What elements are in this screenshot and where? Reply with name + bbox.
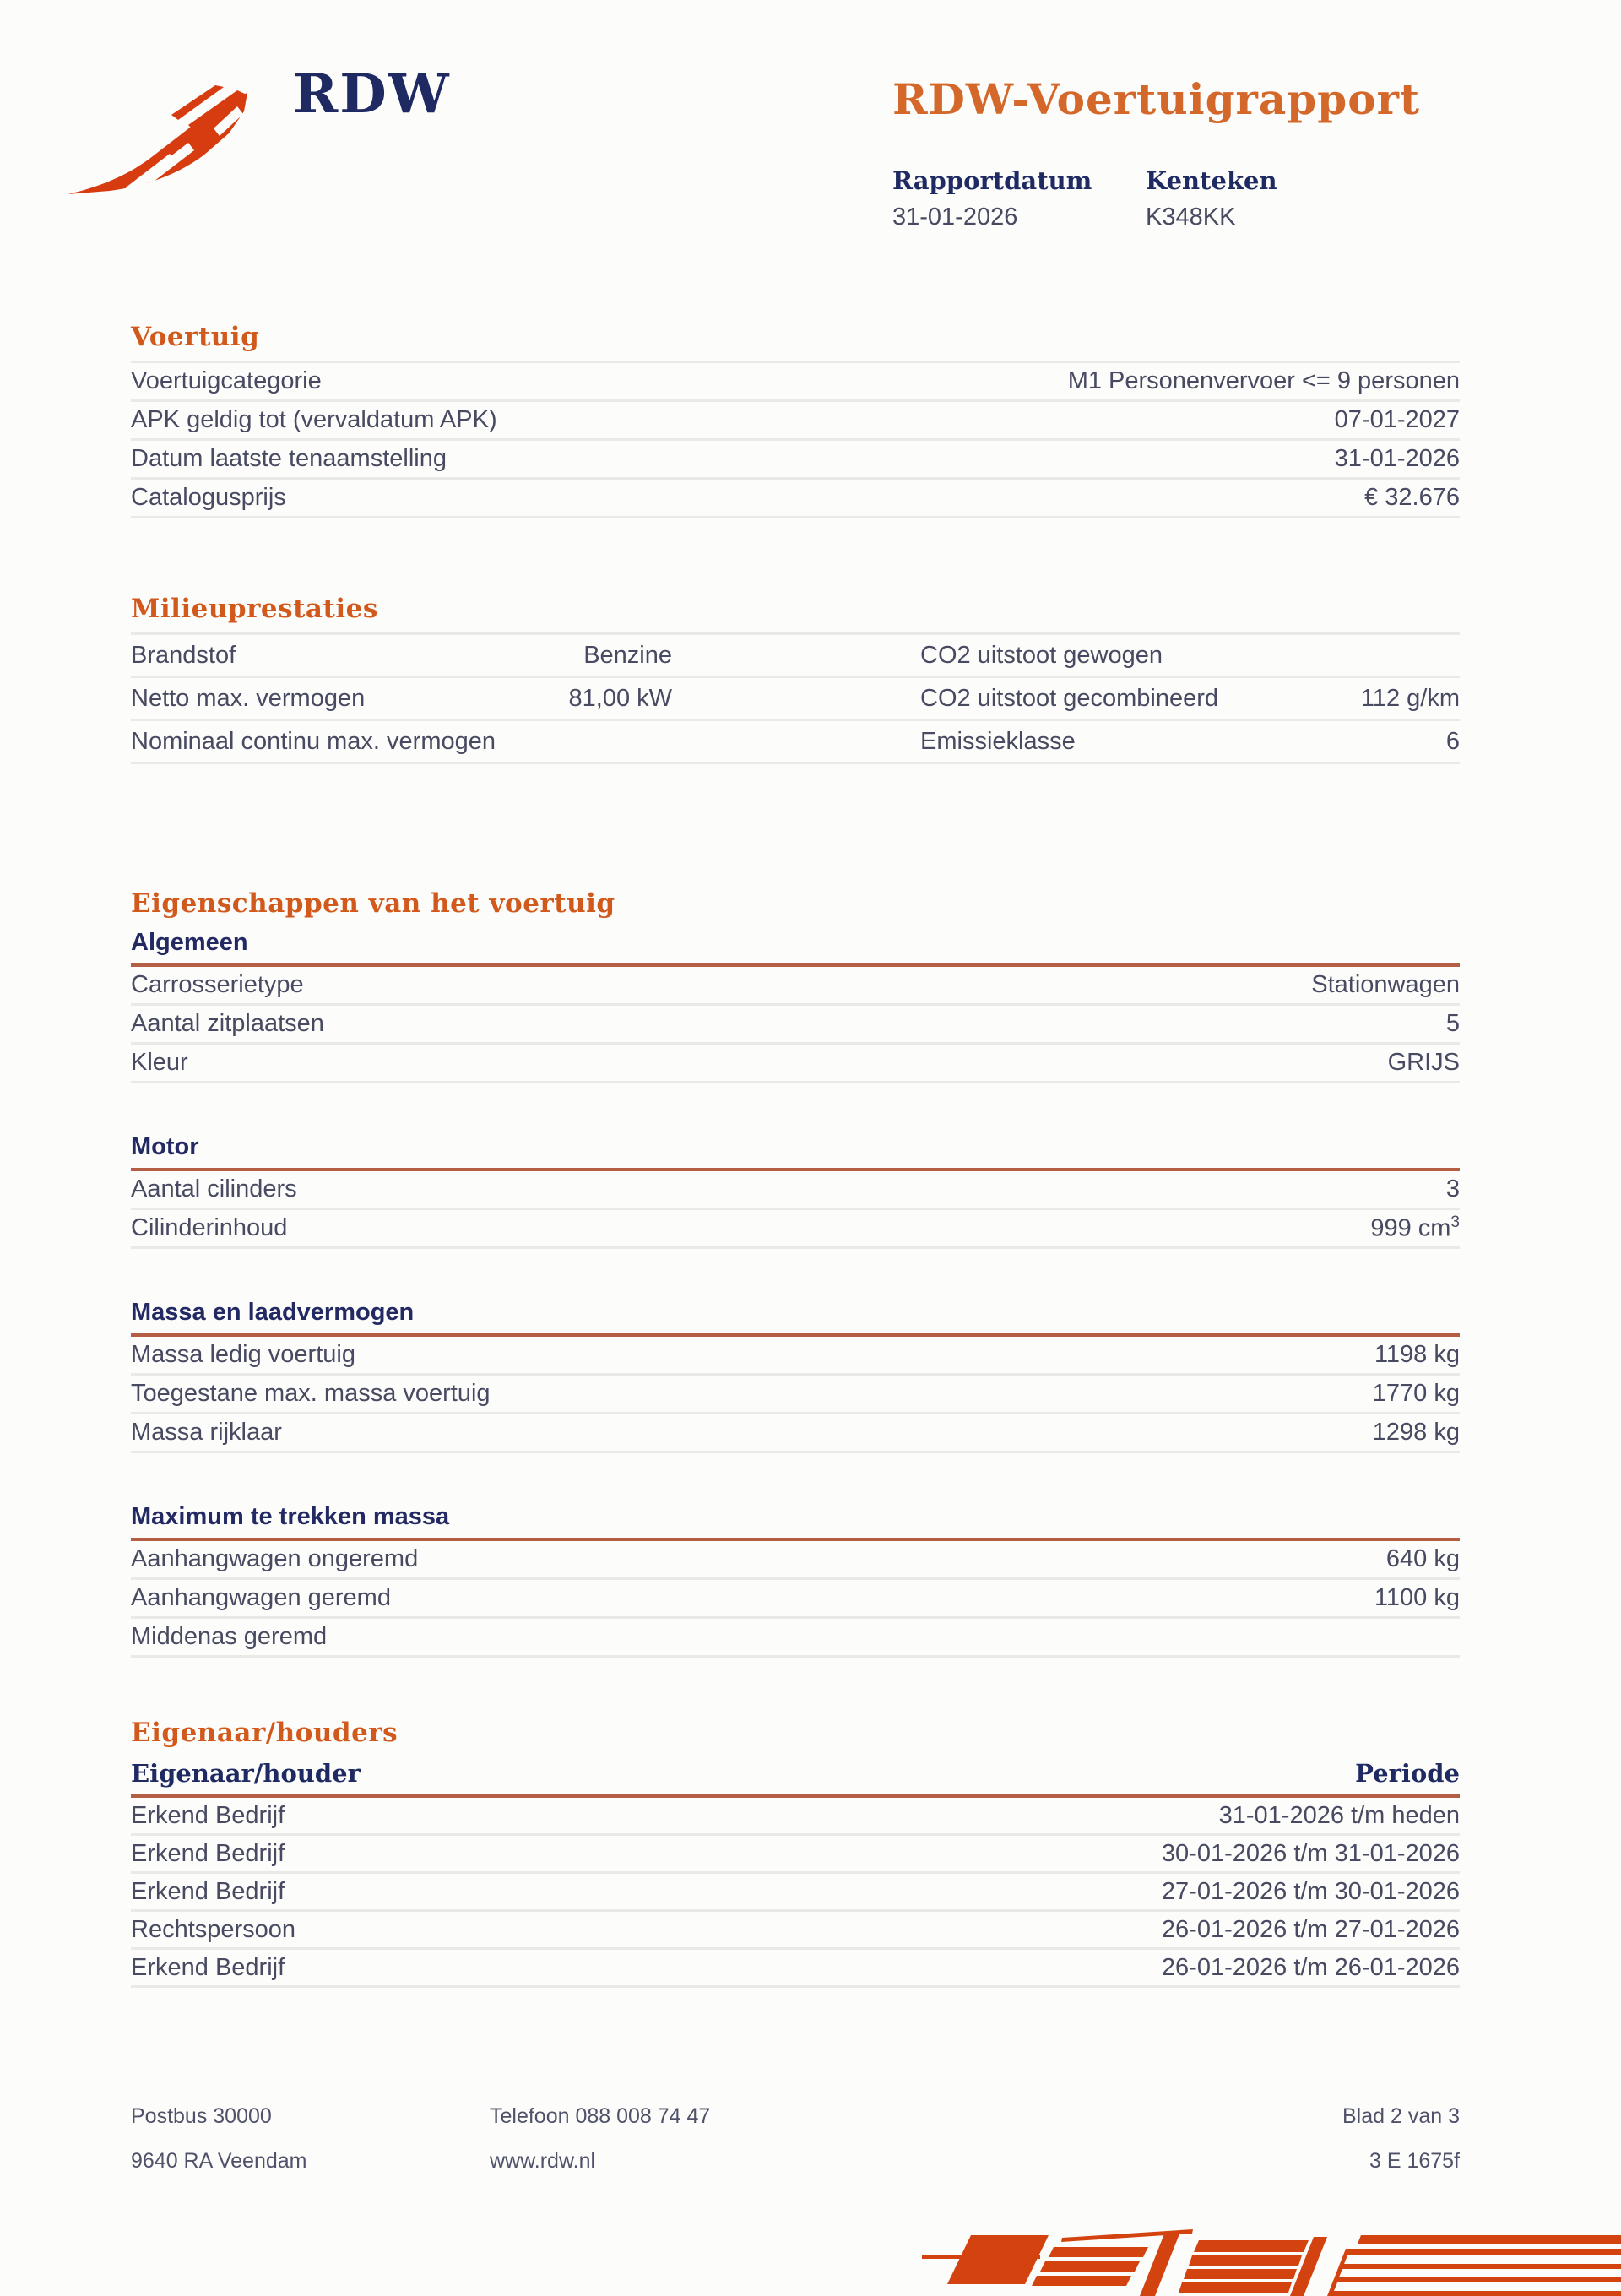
row-value: 5	[1445, 1010, 1460, 1037]
column-header-owner: Eigenaar/houder	[131, 1759, 361, 1788]
row-label: Middenas geremd	[131, 1623, 328, 1650]
owner-period: 27-01-2026 t/m 30-01-2026	[1161, 1877, 1460, 1905]
row-label: Datum laatste tenaamstelling	[131, 445, 447, 472]
row-label: Aanhangwagen geremd	[131, 1584, 391, 1611]
row-value: 81,00 kW	[568, 684, 672, 712]
row-value: 1100 kg	[1374, 1584, 1460, 1611]
row-value: 6	[1445, 727, 1460, 755]
owner-name: Rechtspersoon	[131, 1915, 296, 1943]
row-label: Netto max. vermogen	[131, 684, 366, 712]
table-row	[131, 1210, 1460, 1249]
row-label: Brandstof	[131, 641, 236, 669]
section-title: Eigenschappen van het voertuig	[131, 888, 615, 919]
subsection-algemeen	[131, 928, 1460, 1083]
row-value: 1198 kg	[1374, 1341, 1460, 1368]
row-label: Voertuigcategorie	[131, 367, 322, 394]
footer-phone: Telefoon 088 008 74 47	[490, 2104, 711, 2128]
table-row	[131, 635, 1460, 678]
owner-period: 30-01-2026 t/m 31-01-2026	[1161, 1839, 1460, 1867]
footer-form-code: 3 E 1675f	[1369, 2149, 1460, 2173]
subsection-title: Maximum te trekken massa	[131, 1503, 450, 1530]
row-label: Aantal zitplaatsen	[131, 1010, 324, 1037]
row-value: M1 Personenvervoer <= 9 personen	[1067, 367, 1460, 394]
row-label: CO2 uitstoot gewogen	[920, 641, 1163, 669]
row-label: Aanhangwagen ongeremd	[131, 1545, 419, 1572]
section-eigenaar-houders	[131, 1717, 1460, 1988]
table-row	[131, 1619, 1460, 1658]
footer-page-indicator: Blad 2 van 3	[1342, 2104, 1460, 2128]
report-date-value: 31-01-2026	[892, 204, 1018, 231]
rdw-stripes-art-icon	[922, 2223, 1621, 2296]
report-content	[131, 0, 1460, 1988]
footer-address	[131, 2104, 490, 2174]
row-value	[1370, 1213, 1460, 1243]
table-row	[131, 1798, 1460, 1836]
footer-page-info	[1342, 2104, 1460, 2174]
left-cell	[131, 728, 672, 756]
subsection-massa	[131, 1298, 1460, 1453]
row-label: Massa rijklaar	[131, 1419, 282, 1446]
row-label: Kleur	[131, 1049, 188, 1076]
section-title: Milieuprestaties	[131, 594, 378, 624]
table-row	[131, 1171, 1460, 1210]
table-row	[131, 1006, 1460, 1045]
row-label: Carrosserietype	[131, 971, 304, 998]
right-cell	[920, 642, 1460, 670]
footer-contact	[490, 2104, 1342, 2174]
table-row	[131, 1541, 1460, 1580]
table-row	[131, 967, 1460, 1006]
table-row	[131, 721, 1460, 764]
owner-period: 26-01-2026 t/m 26-01-2026	[1161, 1953, 1460, 1981]
license-plate-label: Kenteken	[1146, 166, 1277, 195]
row-label: Toegestane max. massa voertuig	[131, 1380, 491, 1407]
page-footer	[131, 2104, 1460, 2174]
license-plate-value: K348KK	[1146, 204, 1236, 231]
left-cell	[131, 685, 672, 713]
section-title: Voertuig	[131, 322, 260, 352]
row-value: 1770 kg	[1372, 1380, 1460, 1407]
row-value: 31-01-2026	[1334, 445, 1460, 472]
row-value: 1298 kg	[1372, 1419, 1460, 1446]
table-row	[131, 678, 1460, 721]
owner-name: Erkend Bedrijf	[131, 1801, 285, 1829]
row-value: 112 g/km	[1360, 684, 1460, 712]
table-row	[131, 1376, 1460, 1414]
subsection-title: Massa en laadvermogen	[131, 1299, 415, 1326]
table-row	[131, 1912, 1460, 1950]
row-value: 07-01-2027	[1334, 406, 1460, 433]
table-row	[131, 402, 1460, 441]
section-voertuig	[131, 321, 1460, 518]
row-value: 3	[1445, 1175, 1460, 1202]
row-value-text: 999 cm	[1370, 1214, 1451, 1242]
row-label: Nominaal continu max. vermogen	[131, 727, 496, 755]
column-header-period: Periode	[1355, 1759, 1460, 1788]
table-row	[131, 1580, 1460, 1619]
owners-table-header	[131, 1759, 1460, 1788]
row-value: Benzine	[583, 641, 672, 669]
owner-name: Erkend Bedrijf	[131, 1839, 285, 1867]
table-row	[131, 1874, 1460, 1912]
row-value: GRIJS	[1387, 1049, 1460, 1076]
table-row	[131, 363, 1460, 402]
table-row	[131, 1950, 1460, 1988]
table-row	[131, 1045, 1460, 1083]
footer-address-line2: 9640 RA Veendam	[131, 2149, 307, 2173]
row-label: Massa ledig voertuig	[131, 1341, 355, 1368]
row-value: 640 kg	[1385, 1545, 1460, 1572]
right-cell	[920, 728, 1460, 756]
footer-website: www.rdw.nl	[490, 2149, 596, 2173]
table-row	[131, 480, 1460, 518]
footer-address-line1: Postbus 30000	[131, 2104, 272, 2128]
row-value: Stationwagen	[1311, 971, 1460, 998]
row-label: Emissieklasse	[920, 727, 1076, 755]
owner-period: 26-01-2026 t/m 27-01-2026	[1161, 1915, 1460, 1943]
section-title: Eigenaar/houders	[131, 1718, 398, 1748]
row-value: € 32.676	[1364, 484, 1460, 511]
right-cell	[920, 685, 1460, 713]
rdw-logo-wordmark: RDW	[293, 62, 451, 126]
row-value-superscript: 3	[1450, 1213, 1460, 1232]
report-date-label: Rapportdatum	[892, 166, 1092, 195]
left-cell	[131, 642, 672, 670]
row-label: APK geldig tot (vervaldatum APK)	[131, 406, 497, 433]
subsection-title: Algemeen	[131, 929, 248, 956]
owner-name: Erkend Bedrijf	[131, 1953, 285, 1981]
row-label: Aantal cilinders	[131, 1175, 297, 1202]
table-row	[131, 441, 1460, 480]
section-milieuprestaties	[131, 593, 1460, 764]
subsection-title: Motor	[131, 1133, 199, 1160]
section-eigenschappen	[131, 887, 1460, 1658]
owner-period: 31-01-2026 t/m heden	[1218, 1801, 1460, 1829]
row-label: Catalogusprijs	[131, 484, 286, 511]
table-row	[131, 1337, 1460, 1376]
page-title: RDW-Voertuigrapport	[892, 74, 1421, 124]
row-label: CO2 uitstoot gecombineerd	[920, 684, 1219, 712]
table-row	[131, 1836, 1460, 1874]
table-row	[131, 1414, 1460, 1453]
subsection-motor	[131, 1132, 1460, 1249]
owner-name: Erkend Bedrijf	[131, 1877, 285, 1905]
subsection-maximum-trekken	[131, 1502, 1460, 1658]
row-label: Cilinderinhoud	[131, 1214, 288, 1241]
